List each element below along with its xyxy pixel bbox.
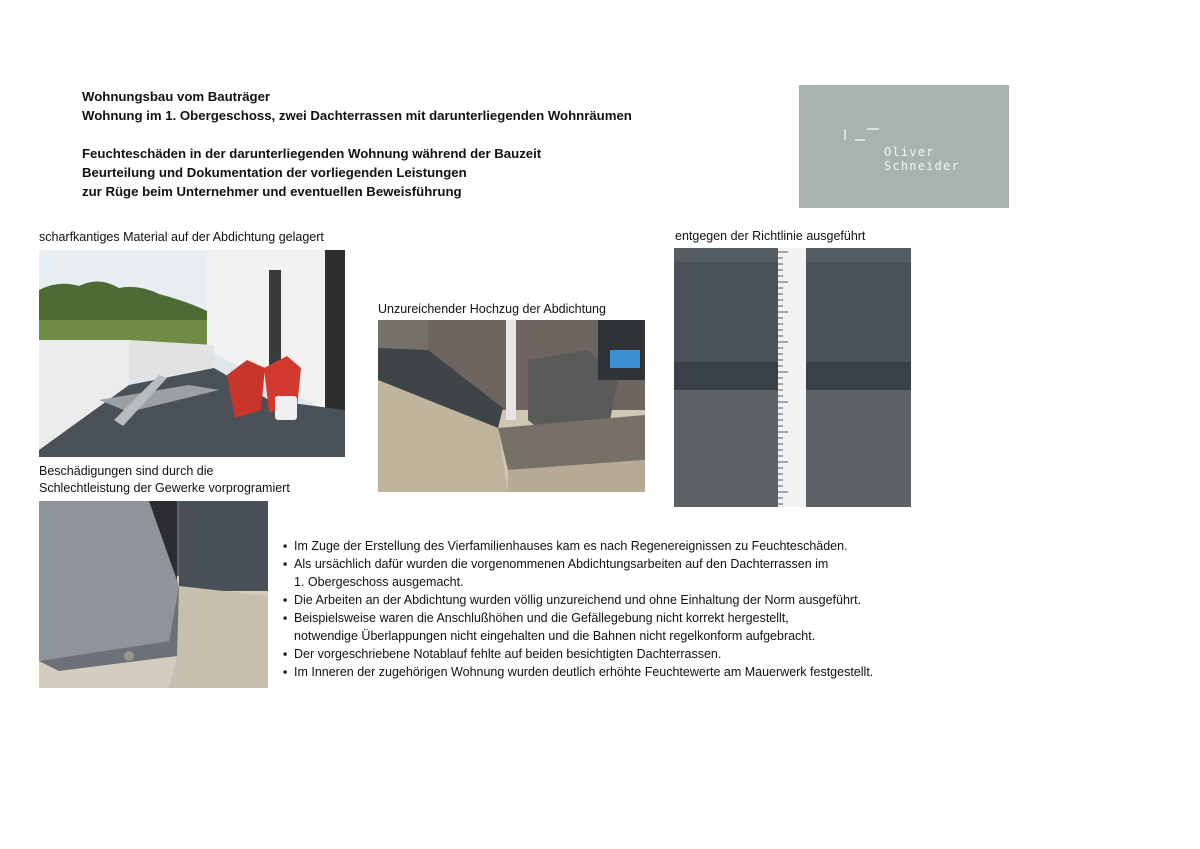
- bullet-marker: ▪: [283, 539, 288, 553]
- finding-text: Beispielsweise waren die Anschlußhöhen und die Gefällegebung nicht korrekt hergestellt,: [294, 611, 789, 625]
- finding-text: Im Inneren der zugehörigen Wohnung wurden deutlich erhöhte Feuchtewerte am Mauerwerk festgestellt.: [294, 665, 874, 679]
- list-item: [283, 609, 873, 627]
- company-logo: [799, 85, 1009, 208]
- finding-text: Der vorgeschriebene Notablauf fehlte auf beiden besichtigten Dachterrassen.: [294, 647, 722, 661]
- finding-text: Die Arbeiten an der Abdichtung wurden völlig unzureichend und ohne Einhaltung der Norm ausgeführt.: [294, 593, 862, 607]
- photo-measurement: [674, 248, 911, 507]
- bullet-marker: ▪: [283, 611, 288, 625]
- logo-name: [884, 145, 960, 173]
- list-item: [283, 663, 873, 681]
- finding-text-continued: 1. Obergeschoss ausgemacht.: [294, 575, 464, 589]
- photo4-caption-line2: Schlechtleistung der Gewerke vorprogramiert: [39, 481, 290, 495]
- bullet-marker: ▪: [283, 593, 288, 607]
- photo1-caption: scharfkantiges Material auf der Abdichtung gelagert: [39, 230, 324, 244]
- logo-name-first: Oliver: [884, 145, 935, 159]
- header-purpose-2: zur Rüge beim Unternehmer und eventuellen Beweisführung: [82, 184, 462, 199]
- finding-text: Als ursächlich dafür wurden die vorgenommenen Abdichtungsarbeiten auf den Dachterrassen im: [294, 557, 829, 571]
- photo4-caption: [39, 463, 290, 497]
- logo-mark-icon: [843, 125, 883, 145]
- list-item: [283, 645, 873, 663]
- header-object: Wohnung im 1. Obergeschoss, zwei Dachterrassen mit darunterliegenden Wohnräumen: [82, 108, 632, 123]
- bullet-marker: ▪: [283, 647, 288, 661]
- photo-upstand: [378, 320, 645, 492]
- finding-text: Im Zuge der Erstellung des Vierfamilienhauses kam es nach Regenereignissen zu Feuchteschäden.: [294, 539, 848, 553]
- bullet-marker: ▪: [283, 665, 288, 679]
- photo3-caption: entgegen der Richtlinie ausgeführt: [675, 229, 866, 243]
- findings-list: [283, 537, 873, 681]
- list-item: [283, 555, 873, 573]
- photo4-caption-line1: Beschädigungen sind durch die: [39, 464, 214, 478]
- header-purpose: Beurteilung und Dokumentation der vorliegenden Leistungen: [82, 165, 467, 180]
- header-project: Wohnungsbau vom Bauträger: [82, 89, 271, 104]
- photo-damage: [39, 501, 268, 688]
- photo2-caption: Unzureichender Hochzug der Abdichtung: [378, 302, 606, 316]
- header-damage: Feuchteschäden in der darunterliegenden Wohnung während der Bauzeit: [82, 146, 542, 161]
- list-item: [283, 537, 873, 555]
- logo-name-last: Schneider: [884, 159, 960, 173]
- finding-text-continued: notwendige Überlappungen nicht eingehalten und die Bahnen nicht regelkonform aufgebracht.: [294, 629, 816, 643]
- list-item: [283, 591, 873, 609]
- bullet-marker: ▪: [283, 557, 288, 571]
- report-header: [82, 87, 632, 201]
- photo-terrace-material: [39, 250, 345, 457]
